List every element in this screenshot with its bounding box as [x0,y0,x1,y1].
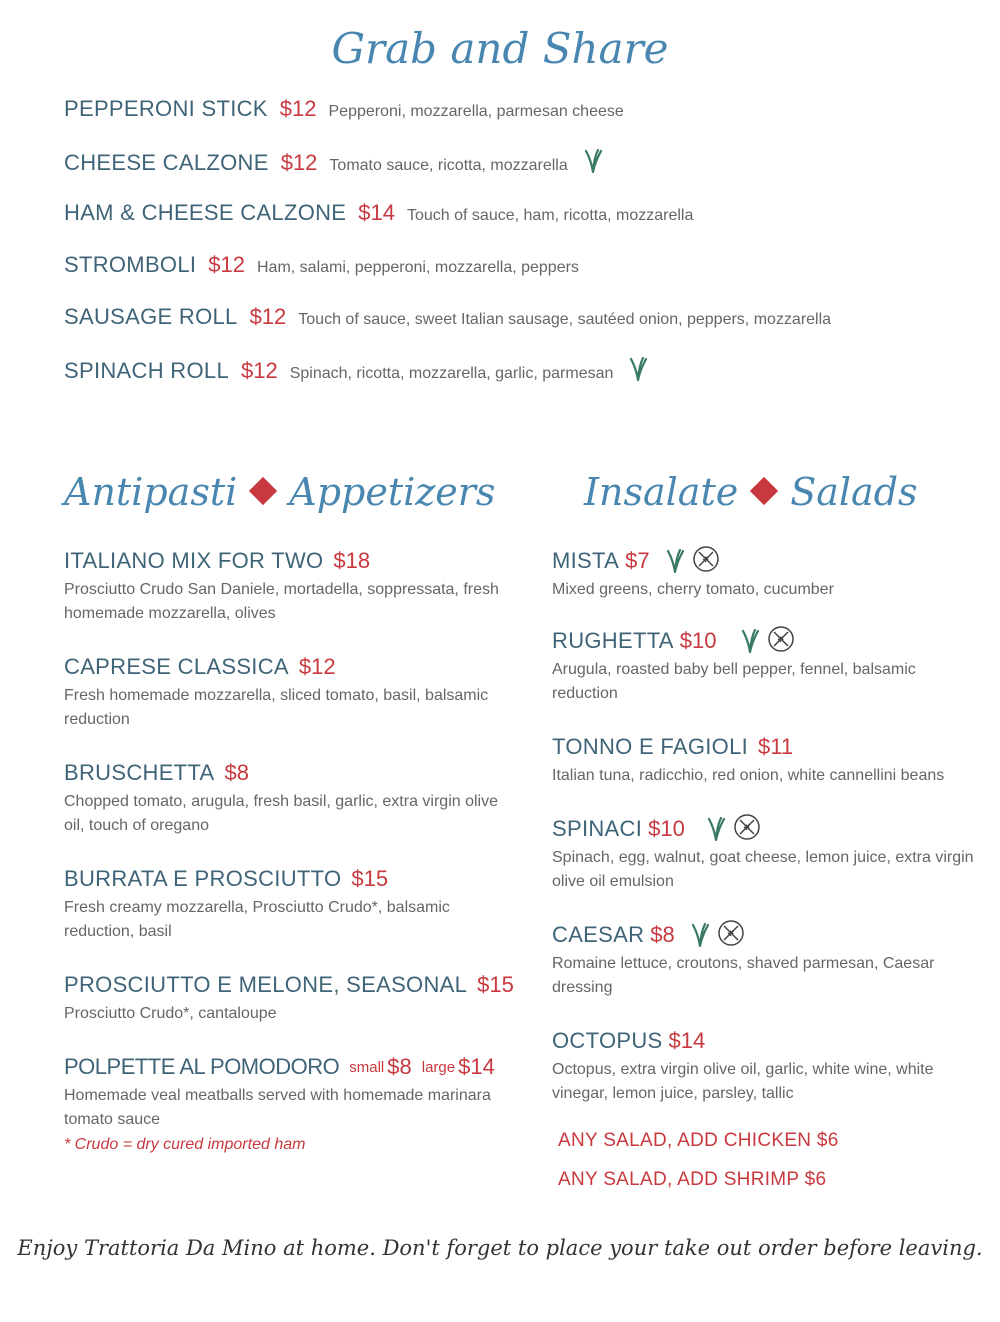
item-price-small: $8 [387,1054,412,1079]
item-description: Spinach, ricotta, mozzarella, garlic, parmesan [289,365,614,382]
item-description: Ham, salami, pepperoni, mozzarella, peppers [257,259,579,276]
item-description: Prosciutto Crudo*, cantaloupe [64,1005,277,1022]
item-price: $10 [648,816,685,841]
grab-and-share-list [64,96,964,408]
salads-title-english: Salads [790,470,918,514]
list-item [64,304,964,356]
size-label-large: large [421,1058,456,1076]
item-price: $14 [668,1028,706,1053]
item-name: RUGHETTA [552,628,674,653]
appetizers-title-english: Appetizers [289,470,496,514]
list-item [64,758,504,838]
item-price: $12 [240,358,278,383]
leaf-icon [739,628,761,654]
add-shrimp-note: ANY SALAD, ADD SHRIMP $6 [558,1169,827,1190]
item-description: Touch of sauce, ham, ricotta, mozzarella [407,207,694,224]
item-name: OCTOPUS [552,1028,663,1053]
appetizers-list [64,546,514,1158]
item-name: SAUSAGE ROLL [64,304,238,329]
item-name: ITALIANO MIX FOR TWO [64,548,324,573]
item-description: Chopped tomato, arugula, fresh basil, garlic, extra virgin olive oil, touch of oregano [64,793,498,834]
list-item [64,252,964,304]
item-price: $12 [208,252,245,277]
item-price: $14 [358,200,395,225]
leaf-icon [627,356,649,382]
item-description: Fresh homemade mozzarella, sliced tomato, basil, balsamic reduction [64,687,489,728]
leaf-icon [705,816,727,842]
size-label-small: small [349,1058,385,1076]
list-item [64,96,964,148]
list-item [64,970,514,1026]
item-price: $18 [333,548,371,573]
item-description: Romaine lettuce, croutons, shaved parmesan, Caesar dressing [552,955,935,996]
list-item [64,148,964,200]
diamond-icon [249,477,277,505]
grab-and-share-title: Grab and Share [331,24,669,73]
item-name: CAPRESE CLASSICA [64,654,289,679]
appetizers-title-italian: Antipasti [64,470,238,514]
footer-message: Enjoy Trattoria Da Mino at home. Don't forget to place your take out order before leaving. [17,1236,983,1260]
item-name: BRUSCHETTA [64,760,215,785]
item-description: Spinach, egg, walnut, goat cheese, lemon juice, extra virgin olive oil emulsion [552,849,974,890]
item-price: $11 [758,734,794,759]
item-description: Arugula, roasted baby bell pepper, fennel, balsamic reduction [552,661,916,702]
item-price: $8 [224,760,249,785]
item-name: CHEESE CALZONE [64,150,269,175]
list-item [552,1026,982,1106]
item-name: PROSCIUTTO E MELONE, SEASONAL [64,972,468,997]
appetizers-title [64,470,495,514]
item-price: $8 [650,922,675,947]
item-price: $12 [279,96,317,121]
add-chicken-note: ANY SALAD, ADD CHICKEN $6 [558,1130,839,1151]
leaf-icon [582,148,604,174]
item-name: SPINACH ROLL [64,358,229,383]
list-item [64,546,504,626]
list-item [64,652,504,732]
item-price: $12 [298,654,336,679]
leaf-icon [664,548,686,574]
item-name: HAM & CHEESE CALZONE [64,200,347,225]
list-item [552,920,982,1000]
item-price: $10 [679,628,717,653]
item-name: PEPPERONI STICK [64,96,268,121]
item-description: Italian tuna, radicchio, red onion, white cannellini beans [552,767,945,784]
item-description: Touch of sauce, sweet Italian sausage, sautéed onion, peppers, mozzarella [298,311,832,328]
list-item [64,864,504,944]
leaf-icon [689,922,711,948]
item-price-large: $14 [458,1054,495,1079]
item-name: SPINACI [552,816,643,841]
list-item [552,546,982,602]
item-description: Mixed greens, cherry tomato, cucumber [552,581,834,598]
gluten-free-icon [717,919,745,952]
item-price: $12 [249,304,287,329]
item-description: Fresh creamy mozzarella, Prosciutto Crudo*, balsamic reduction, basil [64,899,450,940]
item-price: $15 [351,866,389,891]
item-price: $12 [280,150,318,175]
diamond-icon [750,477,778,505]
list-item [552,626,982,706]
salads-title [584,470,918,514]
gluten-free-icon [767,625,795,658]
item-price: $7 [625,548,650,573]
item-description: Pepperoni, mozzarella, parmesan cheese [328,103,624,120]
item-name: MISTA [552,548,620,573]
item-description: Prosciutto Crudo San Daniele, mortadella, soppressata, fresh homemade mozzarella, olives [64,581,499,622]
item-price: $15 [477,972,514,997]
crudo-footnote: * Crudo = dry cured imported ham [64,1136,306,1153]
list-item [552,732,982,788]
item-name: BURRATA E PROSCIUTTO [64,866,342,891]
item-name: CAESAR [552,922,645,947]
salads-title-italian: Insalate [584,470,739,514]
list-item [64,200,964,252]
item-name: TONNO E FAGIOLI [552,734,749,759]
list-item [64,356,964,408]
item-description: Homemade veal meatballs served with homemade marinara tomato sauce [64,1087,491,1128]
list-item [64,1052,504,1132]
salads-list [552,546,982,1132]
gluten-free-icon [692,545,720,578]
gluten-free-icon [733,813,761,846]
list-item [552,814,982,894]
item-name: POLPETTE AL POMODORO [64,1054,340,1079]
item-description: Tomato sauce, ricotta, mozzarella [329,157,568,174]
item-name: STROMBOLI [64,252,197,277]
item-description: Octopus, extra virgin olive oil, garlic, white wine, white vinegar, lemon juice, parsley, tallic [552,1061,934,1102]
